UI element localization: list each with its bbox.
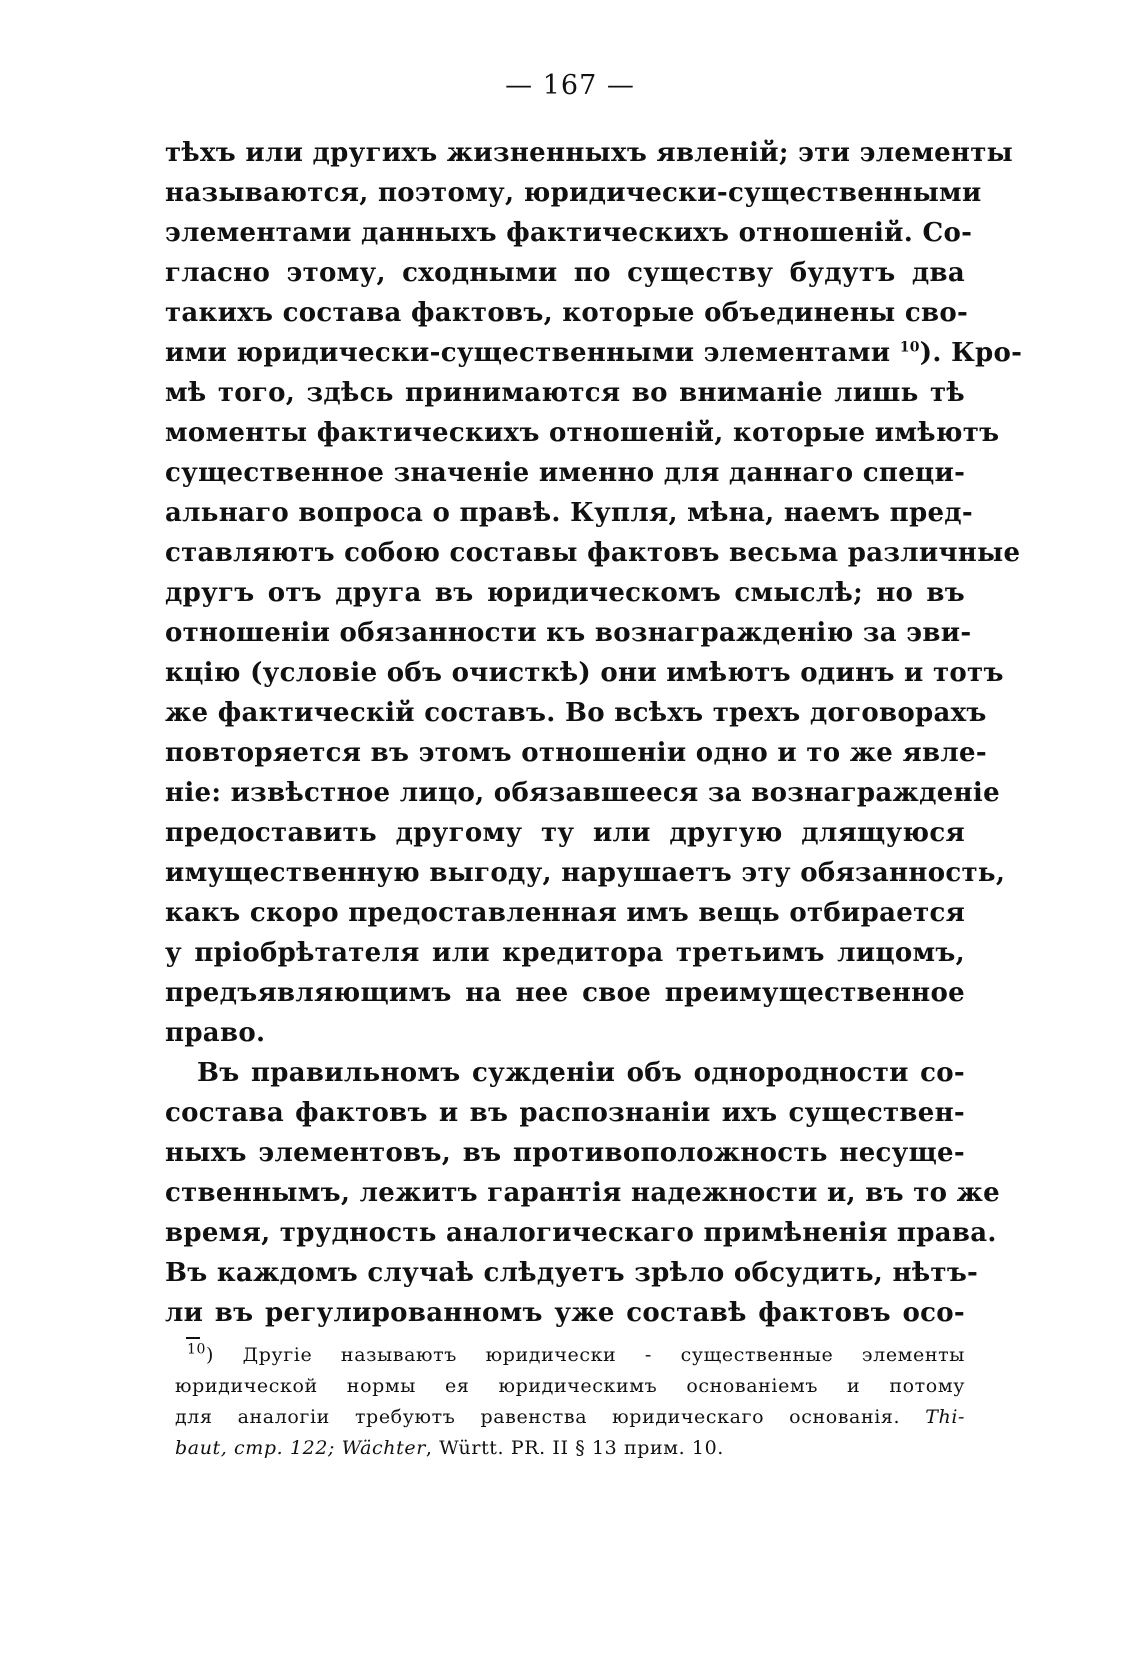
- text-line: называются, поэтому, юридически-существенными: [165, 178, 982, 208]
- footnote-line: [175, 1402, 965, 1433]
- text-line: предъявляющимъ на нее свое преимущественное: [165, 978, 965, 1008]
- text-line: альнаго вопроса о правѣ. Купля, мѣна, наемъ пред-: [165, 498, 974, 528]
- text-line: ставляютъ собою составы фактовъ весьма различные: [165, 538, 1021, 568]
- footnote-reference: 10: [899, 339, 920, 356]
- text-line: время, трудность аналогическаго примѣненія права.: [165, 1218, 997, 1248]
- main-text: [165, 133, 1023, 1333]
- text-line: кцію (условіе объ очисткѣ) они имѣютъ одинъ и тотъ: [165, 658, 1004, 688]
- text-line: предоставить другому ту или другую длящуюся: [165, 818, 965, 848]
- footnote-line: [175, 1433, 965, 1464]
- footnote-text: ) Другіе называютъ юридически - существенные элементы: [206, 1344, 965, 1366]
- footnote-line: [175, 1340, 965, 1371]
- text-line: другъ отъ друга въ юридическомъ смыслѣ; но въ: [165, 578, 965, 608]
- text-line: тѣхъ или другихъ жизненныхъ явленій; эти элементы: [165, 138, 1014, 168]
- footnote: [175, 1340, 965, 1464]
- text-line: моменты фактическихъ отношеній, которые имѣютъ: [165, 418, 1000, 448]
- text-line: же фактическій составъ. Во всѣхъ трехъ договорахъ: [165, 698, 987, 728]
- text-segment: ). Кро-: [919, 338, 1023, 368]
- citation-author-cont: baut, стр. 122;: [175, 1437, 336, 1459]
- text-line: какъ скоро предоставленная имъ вещь отбирается: [165, 898, 966, 928]
- text-line: состава фактовъ и въ распознаніи ихъ существен-: [165, 1098, 965, 1128]
- citation-text: , Württ. PR. II § 13 прим. 10.: [425, 1437, 724, 1459]
- text-line: такихъ состава фактовъ, которые объединены сво-: [165, 298, 969, 328]
- footnote-marker: 10: [187, 1341, 207, 1358]
- page-number: — 167 —: [505, 70, 635, 101]
- text-line: повторяется въ этомъ отношеніи одно и то же явле-: [165, 738, 987, 768]
- text-line-with-footnote-ref: [165, 333, 1023, 373]
- text-line: ныхъ элементовъ, въ противоположность несуще-: [165, 1138, 965, 1168]
- footnote-line: юридической нормы ея юридическимъ основаніемъ и потому: [175, 1375, 965, 1397]
- text-line: мѣ того, здѣсь принимаются во вниманіе лишь тѣ: [165, 378, 965, 408]
- footnote-text: для аналогіи требуютъ равенства юридическаго основанія.: [175, 1406, 901, 1428]
- text-line: Въ каждомъ случаѣ слѣдуетъ зрѣло обсудить, нѣтъ-: [165, 1258, 979, 1288]
- text-line: ли въ регулированномъ уже составѣ фактовъ осо-: [165, 1298, 965, 1328]
- paragraph-first-line: Въ правильномъ сужденіи объ однородности со-: [197, 1058, 965, 1088]
- text-line: у пріобрѣтателя или кредитора третьимъ лицомъ,: [165, 938, 965, 968]
- citation-author: Thi-: [925, 1406, 966, 1428]
- text-line: существенное значеніе именно для даннаго специ-: [165, 458, 966, 488]
- text-line: отношеніи обязанности къ вознагражденію за эви-: [165, 618, 972, 648]
- text-segment: ими юридически-существенными элементами: [165, 338, 891, 368]
- text-line: ніе: извѣстное лицо, обязавшееся за вознагражденіе: [165, 778, 1000, 808]
- citation-author: Wächter: [341, 1437, 426, 1459]
- text-line: элементами данныхъ фактическихъ отношеній. Со-: [165, 218, 973, 248]
- text-line: ственнымъ, лежитъ гарантія надежности и, въ то же: [165, 1178, 1001, 1208]
- footnote-rule: [186, 1337, 200, 1339]
- text-line: гласно этому, сходными по существу будутъ два: [165, 258, 965, 288]
- text-line: право.: [165, 1018, 266, 1048]
- text-line: имущественную выгоду, нарушаетъ эту обязанность,: [165, 858, 1006, 888]
